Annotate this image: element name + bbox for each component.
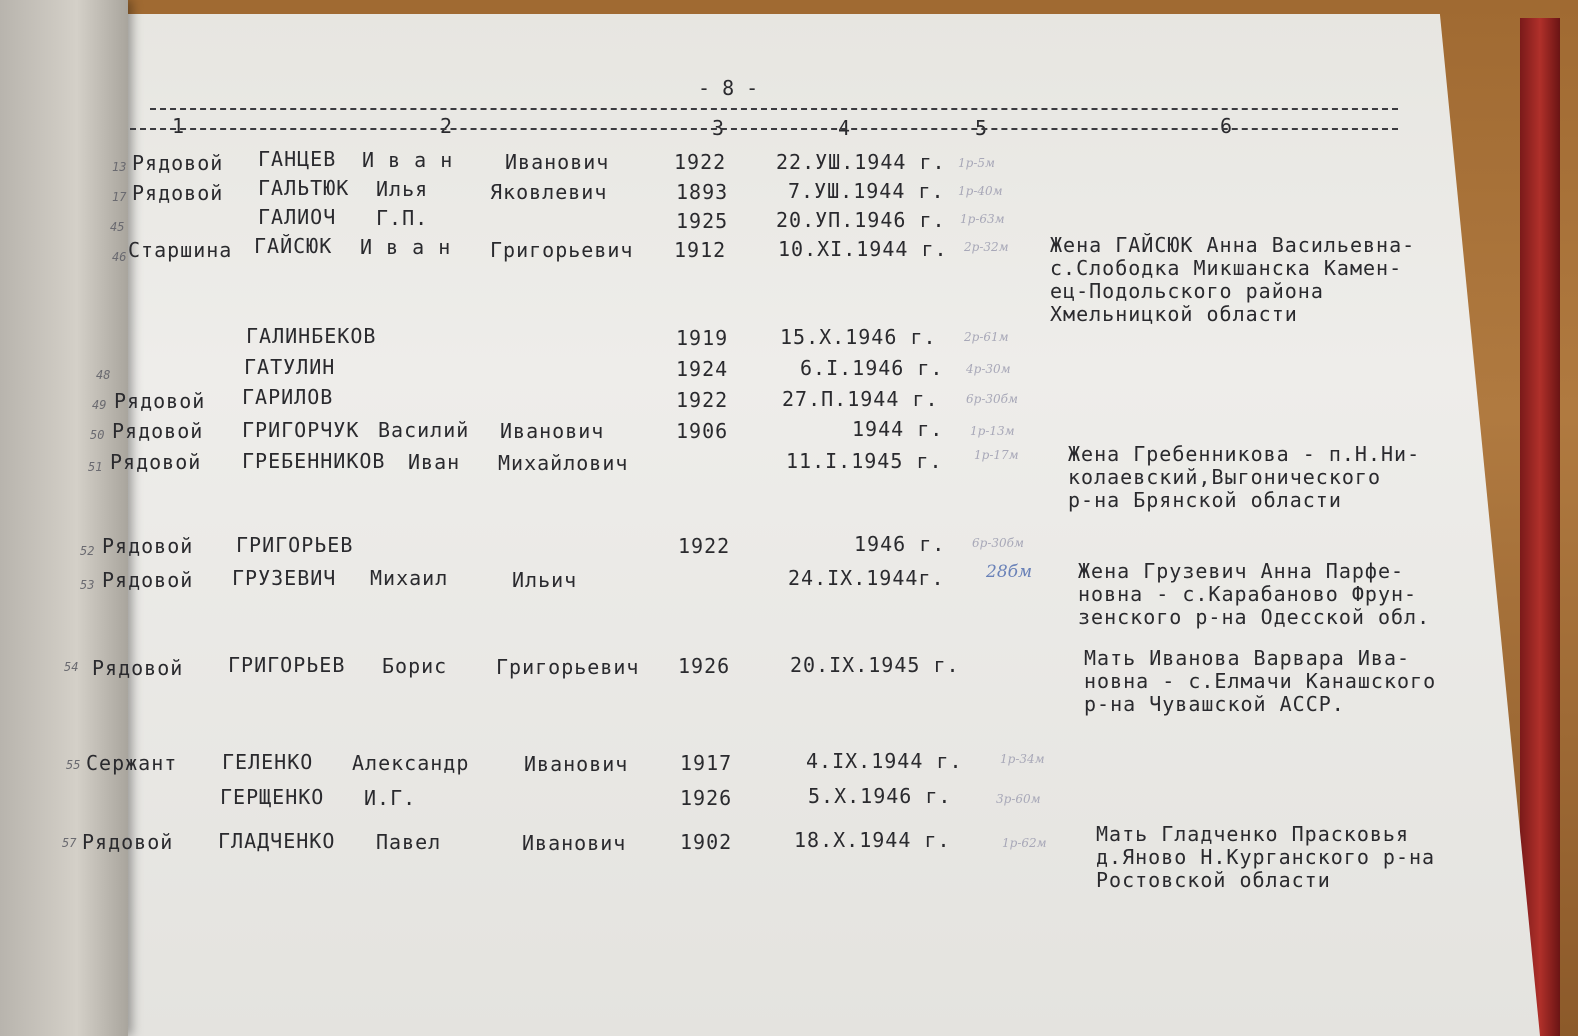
death-date: 22.УШ.1944 г. (776, 150, 946, 174)
surname: ГРИГОРЬЕВ (228, 653, 346, 677)
burial-location-handwritten: 1р-13м (970, 424, 1015, 438)
surname: ГЕЛЕНКО (222, 750, 314, 774)
first-name: И в а н (360, 235, 452, 259)
first-name: И.Г. (364, 786, 417, 810)
birth-year: 1922 (674, 150, 727, 174)
first-name: Павел (376, 830, 442, 854)
burial-location-handwritten: 1р-63м (960, 212, 1005, 226)
column-header-1: 1 (172, 114, 185, 138)
birth-year: 1922 (678, 534, 731, 558)
first-name: Василий (378, 418, 470, 442)
burial-location-handwritten: 6р-30бм (972, 536, 1024, 550)
row-number: 57 (62, 836, 77, 850)
death-date: 15.X.1946 г. (780, 325, 937, 349)
birth-year: 1925 (676, 209, 729, 233)
death-date: 20.IX.1945 г. (790, 653, 960, 677)
death-date: 10.XI.1944 г. (778, 237, 948, 261)
row-number: 49 (92, 398, 107, 412)
rank: Рядовой (82, 830, 174, 854)
row-number: 13 (112, 160, 127, 174)
first-name: Иван (408, 450, 461, 474)
surname: ГРУЗЕВИЧ (232, 566, 337, 590)
book-binding (0, 0, 128, 1036)
patronymic: Григорьевич (496, 655, 640, 679)
surname: ГАЛИОЧ (258, 205, 337, 229)
column-header-5: 5 (975, 116, 988, 140)
burial-location-handwritten: 1р-34м (1000, 752, 1045, 766)
row-number: 48 (96, 368, 111, 382)
header-rule-bottom (130, 128, 1398, 130)
patronymic: Иванович (524, 752, 629, 776)
surname: ГРИГОРЧУК (242, 418, 360, 442)
rank: Рядовой (92, 656, 184, 680)
burial-location-handwritten: 6р-30бм (966, 392, 1018, 406)
patronymic: Иванович (522, 831, 627, 855)
rank: Рядовой (110, 450, 202, 474)
death-date: 11.I.1945 г. (786, 449, 943, 473)
death-date: 4.IX.1944 г. (806, 749, 963, 773)
book-cover-edge (1520, 18, 1560, 1036)
row-number: 51 (88, 460, 103, 474)
surname: ГАЙСЮК (254, 234, 333, 258)
birth-year: 1912 (674, 238, 727, 262)
death-date: 27.П.1944 г. (782, 387, 939, 411)
column-header-2: 2 (440, 114, 453, 138)
row-number: 55 (66, 758, 81, 772)
surname: ГЕРЩЕНКО (220, 785, 325, 809)
patronymic: Иванович (500, 419, 605, 443)
first-name: Борис (382, 654, 448, 678)
first-name: Г.П. (376, 206, 429, 230)
birth-year: 1926 (680, 786, 733, 810)
column-header-6: 6 (1220, 114, 1233, 138)
rank: Рядовой (112, 419, 204, 443)
birth-year: 1902 (680, 830, 733, 854)
death-date: 5.X.1946 г. (808, 784, 952, 808)
burial-location-handwritten: 4р-30м (966, 362, 1011, 376)
surname: ГАТУЛИН (244, 355, 336, 379)
birth-year: 1906 (676, 419, 729, 443)
rank: Рядовой (102, 568, 194, 592)
birth-year: 1926 (678, 654, 731, 678)
burial-location-handwritten: 1р-5м (958, 156, 995, 170)
surname: ГЛАДЧЕНКО (218, 829, 336, 853)
patronymic: Яковлевич (490, 180, 608, 204)
row-number: 54 (64, 660, 79, 674)
first-name: Александр (352, 751, 470, 775)
column-header-3: 3 (712, 116, 725, 140)
rank: Рядовой (132, 181, 224, 205)
surname: ГРИГОРЬЕВ (236, 533, 354, 557)
relative-note: Жена Грузевич Анна Парфе- новна - с.Карабаново Фрун- зенского р-на Одесской обл. (1078, 559, 1431, 629)
surname: ГАРИЛОВ (242, 385, 334, 409)
row-number: 17 (112, 190, 127, 204)
patronymic: Иванович (505, 150, 610, 174)
surname: ГРЕБЕННИКОВ (242, 449, 386, 473)
relative-note: Жена Гребенникова - п.Н.Ни- колаевский,Выгонического р-на Брянской области (1068, 442, 1421, 512)
burial-location-handwritten: 1р-40м (958, 184, 1003, 198)
death-date: 1946 г. (854, 532, 946, 556)
row-number: 50 (90, 428, 105, 442)
burial-location-handwritten: 1р-17м (974, 448, 1019, 462)
burial-location-handwritten: 2р-61м (964, 330, 1009, 344)
relative-note: Жена ГАЙСЮК Анна Васильевна- с.Слободка Микшанска Камен- ец-Подольского района Хмельницкой области (1050, 233, 1416, 326)
rank: Рядовой (102, 534, 194, 558)
rank: Старшина (128, 238, 233, 262)
death-date: 7.УШ.1944 г. (788, 179, 945, 203)
burial-location-handwritten: 1р-62м (1002, 836, 1047, 850)
death-date: 18.X.1944 г. (794, 828, 951, 852)
first-name: И в а н (362, 148, 454, 172)
death-date: 20.УП.1946 г. (776, 208, 946, 232)
birth-year: 1919 (676, 326, 729, 350)
column-header-4: 4 (838, 116, 851, 140)
patronymic: Ильич (512, 568, 578, 592)
patronymic: Михайлович (498, 451, 629, 475)
rank: Рядовой (114, 389, 206, 413)
patronymic: Григорьевич (490, 238, 634, 262)
row-number: 53 (80, 578, 95, 592)
row-number: 45 (110, 220, 125, 234)
page-number: - 8 - (698, 76, 759, 100)
rank: Сержант (86, 751, 178, 775)
row-number: 52 (80, 544, 95, 558)
relative-note: Мать Иванова Варвара Ива- новна - с.Елмачи Канашского р-на Чувашской АССР. (1084, 646, 1437, 716)
death-date: 6.I.1946 г. (800, 356, 944, 380)
first-name: Михаил (370, 566, 449, 590)
birth-year: 1922 (676, 388, 729, 412)
birth-year: 1917 (680, 751, 733, 775)
burial-location-handwritten: 2р-32м (964, 240, 1009, 254)
header-rule-top (150, 108, 1398, 110)
burial-location-handwritten: 28бм (986, 562, 1033, 582)
death-date: 24.IX.1944г. (788, 566, 945, 590)
first-name: Илья (376, 177, 429, 201)
birth-year: 1924 (676, 357, 729, 381)
burial-location-handwritten: 3р-60м (996, 792, 1041, 806)
surname: ГАЛЬТЮК (258, 176, 350, 200)
death-date: 1944 г. (852, 417, 944, 441)
surname: ГАЛИНБЕКОВ (246, 324, 377, 348)
rank: Рядовой (132, 151, 224, 175)
row-number: 46 (112, 250, 127, 264)
relative-note: Мать Гладченко Прасковья д.Яново Н.Курганского р-на Ростовской области (1096, 822, 1436, 892)
birth-year: 1893 (676, 180, 729, 204)
surname: ГАНЦЕВ (258, 147, 337, 171)
